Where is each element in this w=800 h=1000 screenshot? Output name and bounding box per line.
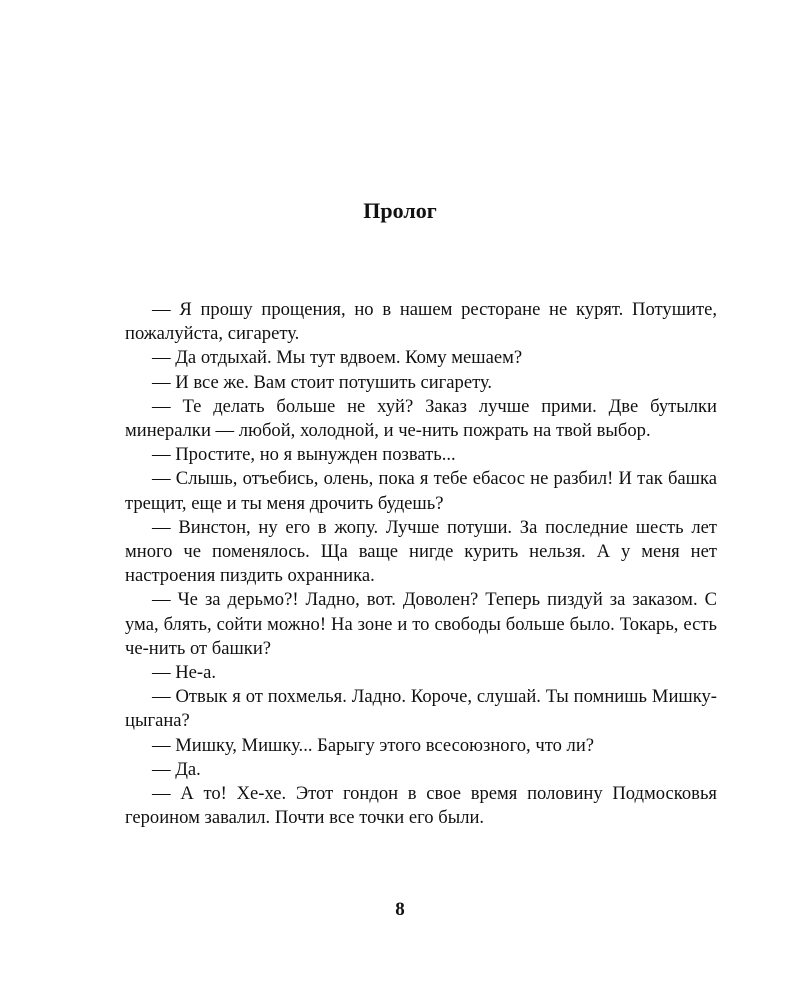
body-text xyxy=(125,298,717,830)
paragraph: — Да. xyxy=(152,758,201,780)
paragraph: — Отвык я от похмелья. Ладно. Короче, слушай. Ты помнишь Мишку-цыгана? xyxy=(125,686,717,732)
paragraph: — Да отдыхай. Мы тут вдвоем. Кому мешаем? xyxy=(152,347,523,369)
paragraph: — Че за дерьмо?! Ладно, вот. Доволен? Теперь пиздуй за заказом. С ума, блять, сойти можно! На зоне и то свободы больше было. Токарь, есть че-нить от башки? xyxy=(125,589,717,659)
chapter-title: Пролог xyxy=(363,198,437,223)
paragraph: — Слышь, отъебись, олень, пока я тебе ебасос не разбил! И так башка трещит, еще и ты меня дрочить будешь? xyxy=(125,468,717,514)
paragraph: — Те делать больше не хуй? Заказ лучше прими. Две бутылки минералки — любой, холодной, и че-нить пожрать на твой выбор. xyxy=(125,395,717,442)
paragraph: — А то! Хе-хе. Этот гондон в свое время половину Подмосковья героином завалил. Почти все точки его были. xyxy=(125,783,717,829)
paragraph: — Винстон, ну его в жопу. Лучше потуши. За последние шесть лет много че поменялось. Ща ваще нигде курить нельзя. А у меня нет настроения пиздить охранника. xyxy=(125,516,717,587)
paragraph: — Мишку, Мишку... Барыгу этого всесоюзного, что ли? xyxy=(152,734,595,756)
paragraph: — Не-а. xyxy=(152,662,217,684)
page-number: 8 xyxy=(395,899,405,920)
paragraph: — Я прошу прощения, но в нашем ресторане не курят. Потушите, пожалуйста, сигарету. xyxy=(125,299,717,345)
paragraph: — Простите, но я вынужден позвать... xyxy=(152,444,456,466)
paragraph: — И все же. Вам стоит потушить сигарету. xyxy=(152,371,493,393)
